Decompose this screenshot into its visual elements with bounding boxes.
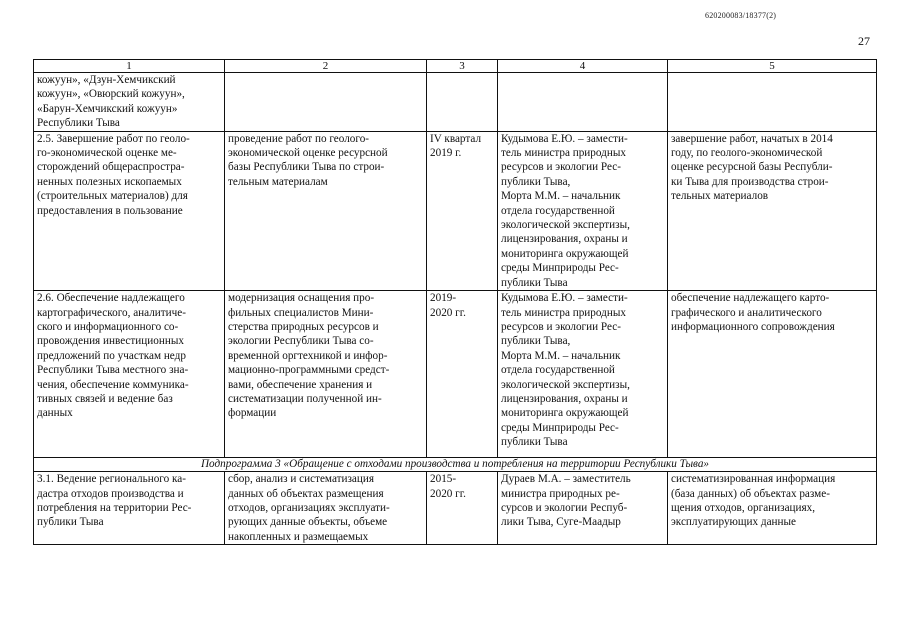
page-number: 27 xyxy=(858,34,870,48)
cell-responsible: Кудымова Е.Ю. – замести- тель министра природных ресурсов и экологии Рес- публики Тыва, Морта М.М. – начальник отдела государственной экологической экспертизы, лицензирования, охраны и мониторинга окружающей среды Минприроды Рес- публики Тыва xyxy=(498,291,668,458)
table-row xyxy=(34,131,877,290)
table-row xyxy=(34,291,877,458)
column-header-3: 3 xyxy=(427,60,498,73)
subprogram-title: Подпрограмма 3 «Обращение с отходами производства и потребления на территории Республики Тыва» xyxy=(34,458,877,472)
cell-result: завершение работ, начатых в 2014 году, по геолого-экономической оценке ресурсной базы Республи- ки Тыва для производства строи- тельных материалов xyxy=(668,131,877,290)
cell-measure: 3.1. Ведение регионального ка- дастра отходов производства и потребления на территории Рес- публики Тыва xyxy=(34,472,225,545)
cell-measure: 2.6. Обеспечение надлежащего картографического, аналитиче- ского и информационного со- провождения инвестиционных предложений по участкам недр Республики Тыва местного зна- чения, обеспечение коммуника- тивных связей и ведение баз данных xyxy=(34,291,225,458)
cell-deadline: 2015- 2020 гг. xyxy=(427,472,498,545)
cell-deadline: IV квартал 2019 г. xyxy=(427,131,498,290)
table-row xyxy=(34,73,877,132)
column-header-1: 1 xyxy=(34,60,225,73)
cell-responsible: Кудымова Е.Ю. – замести- тель министра природных ресурсов и экологии Рес- публики Тыва, Морта М.М. – начальник отдела государственной экологической экспертизы, лицензирования, охраны и мониторинга окружающей среды Минприроды Рес- публики Тыва xyxy=(498,131,668,290)
cell-content: сбор, анализ и систематизация данных об объектах размещения отходов, организациях эксплуати- рующих данные объекты, объеме накопленных и размещаемых xyxy=(225,472,427,545)
cell-content: модернизация оснащения про- фильных специалистов Мини- стерства природных ресурсов и экологии Республики Тыва со- временной оргтехникой и инфор- мационно-программными средст- вами, обеспечение хранения и систематизации полученной ин- формации xyxy=(225,291,427,458)
cell-responsible: Дураев М.А. – заместитель министра природных ре- сурсов и экологии Респуб- лики Тыва, Суге-Маадыр xyxy=(498,472,668,545)
subprogram-row xyxy=(34,458,877,472)
column-header-2: 2 xyxy=(225,60,427,73)
cell-deadline xyxy=(427,73,498,132)
cell-measure: кожуун», «Дзун-Хемчикский кожуун», «Овюрский кожуун», «Барун-Хемчикский кожуун» Республики Тыва xyxy=(34,73,225,132)
cell-responsible xyxy=(498,73,668,132)
table-row xyxy=(34,472,877,545)
table-header-row xyxy=(34,60,877,73)
cell-content xyxy=(225,73,427,132)
column-header-4: 4 xyxy=(498,60,668,73)
cell-result xyxy=(668,73,877,132)
cell-measure: 2.5. Завершение работ по геоло- го-экономической оценке ме- сторождений общераспростра- ненных полезных ископаемых (строительных материалов) для предоставления в пользование xyxy=(34,131,225,290)
document-id: 620200083/18377(2) xyxy=(705,11,777,20)
cell-result: обеспечение надлежащего карто- графического и аналитического информационного сопровождения xyxy=(668,291,877,458)
cell-content: проведение работ по геолого- экономической оценке ресурсной базы Республики Тыва по строи- тельным материалам xyxy=(225,131,427,290)
column-header-5: 5 xyxy=(668,60,877,73)
cell-deadline: 2019- 2020 гг. xyxy=(427,291,498,458)
cell-result: систематизированная информация (база данных) об объектах разме- щения отходов, организациях, эксплуатирующих данные xyxy=(668,472,877,545)
program-measures-table xyxy=(33,59,877,545)
